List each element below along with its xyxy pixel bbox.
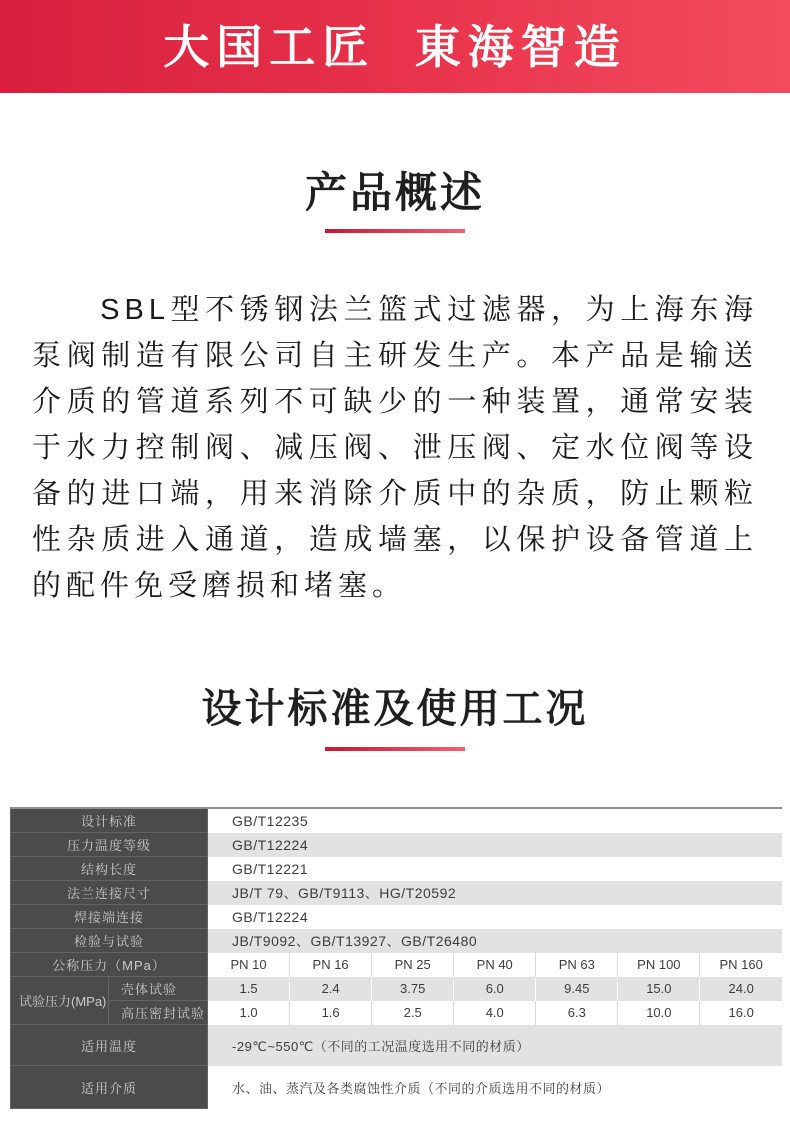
pn-cell: PN 16 <box>290 953 372 977</box>
value-cell: 1.0 <box>208 1001 290 1025</box>
value-cell: 9.45 <box>536 977 618 1001</box>
banner-title: 大国工匠 東海智造 <box>163 20 627 73</box>
table-row-pressure-temp-class <box>11 833 783 857</box>
row-label-test-pressure: 试验压力(MPa) <box>11 977 109 1025</box>
row-label: 公称压力（MPa） <box>11 953 208 977</box>
row-value: GB/T12235 <box>208 808 782 833</box>
row-label: 检验与试验 <box>11 929 208 953</box>
pn-cell: PN 10 <box>208 953 290 977</box>
title-underline <box>325 747 465 751</box>
table-row-inspection-test <box>11 929 783 953</box>
value-cell: 1.5 <box>208 977 290 1001</box>
row-label: 适用温度 <box>11 1025 208 1066</box>
table-row-temperature <box>11 1025 783 1066</box>
spec-table <box>10 807 782 1109</box>
row-value: GB/T12224 <box>208 833 782 857</box>
table-row-nominal-pressure <box>11 953 783 977</box>
row-value: JB/T9092、GB/T13927、GB/T26480 <box>208 929 782 953</box>
row-label: 结构长度 <box>11 857 208 881</box>
row-label: 压力温度等级 <box>11 833 208 857</box>
table-row-design-standard <box>11 808 783 833</box>
pn-cell: PN 100 <box>618 953 700 977</box>
table-row-medium <box>11 1066 783 1109</box>
section-title-design-standards: 设计标准及使用工况 <box>201 687 589 731</box>
value-cell: 24.0 <box>700 977 782 1001</box>
row-value: JB/T 79、GB/T9113、HG/T20592 <box>208 881 782 905</box>
pn-cell: PN 63 <box>536 953 618 977</box>
section-title-product-overview: 产品概述 <box>304 169 485 216</box>
row-sublabel: 高压密封试验 <box>109 1001 208 1025</box>
value-cell: 1.6 <box>290 1001 372 1025</box>
row-label: 设计标准 <box>11 808 208 833</box>
row-label: 适用介质 <box>11 1066 208 1109</box>
table-row-seal-test <box>11 1001 783 1025</box>
value-cell: 2.4 <box>290 977 372 1001</box>
table-row-weld-end <box>11 905 783 929</box>
value-cell: 6.3 <box>536 1001 618 1025</box>
value-cell: 6.0 <box>454 977 536 1001</box>
pn-cell: PN 160 <box>700 953 782 977</box>
row-value: 水、油、蒸汽及各类腐蚀性介质（不同的介质选用不同的材质） <box>208 1066 782 1109</box>
row-value: -29℃~550℃（不同的工况温度选用不同的材质） <box>208 1025 782 1066</box>
value-cell: 15.0 <box>618 977 700 1001</box>
pn-cell: PN 25 <box>372 953 454 977</box>
title-underline <box>325 229 465 233</box>
value-cell: 16.0 <box>700 1001 782 1025</box>
table-row-structure-length <box>11 857 783 881</box>
overview-paragraph: SBL型不锈钢法兰篮式过滤器，为上海东海泵阀制造有限公司自主研发生产。本产品是输送介质的管道系列不可缺少的一种装置，通常安装于水力控制阀、减压阀、泄压阀、定水位阀等设备的进口端，用来消除介质中的杂质，防止颗粒性杂质进入通道，造成墙塞，以保护设备管道上的配件免受磨损和堵塞。 <box>32 294 758 602</box>
pn-cell: PN 40 <box>454 953 536 977</box>
value-cell: 3.75 <box>372 977 454 1001</box>
row-label: 焊接端连接 <box>11 905 208 929</box>
row-label: 法兰连接尺寸 <box>11 881 208 905</box>
value-cell: 2.5 <box>372 1001 454 1025</box>
row-sublabel: 壳体试验 <box>109 977 208 1001</box>
value-cell: 10.0 <box>618 1001 700 1025</box>
row-value: GB/T12224 <box>208 905 782 929</box>
brand-banner <box>0 0 790 93</box>
value-cell: 4.0 <box>454 1001 536 1025</box>
table-row-flange-dimensions <box>11 881 783 905</box>
row-value: GB/T12221 <box>208 857 782 881</box>
table-row-shell-test <box>11 977 783 1001</box>
